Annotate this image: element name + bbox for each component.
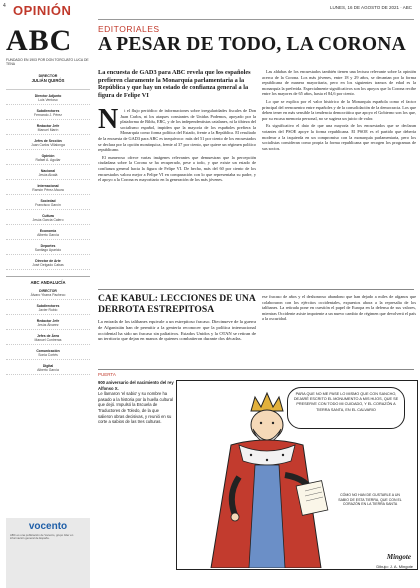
staff-name: Jesús Álvarez: [6, 323, 90, 330]
staff-role: Jefes de Área: [36, 334, 60, 338]
staff-role: Redactor Jefe: [36, 124, 60, 128]
staff-role: Comunicación: [36, 349, 60, 353]
staff-role: Subdirectores: [36, 304, 60, 308]
editorial-kicker: EDITORIALES: [98, 24, 160, 34]
editorial-body-left: [98, 104, 256, 185]
staff-role: Jefes de Sección: [34, 139, 62, 143]
founder-line: FUNDADO EN 1903 POR DON TORCUATO LUCA DE TENA: [6, 58, 89, 66]
editorial2-lead: La entrada de los talibanes equivale a un estrepitoso fracaso. Diecinueve de la guerra de Afganistán han de permitir a la gentería reconocer que la política internacional occidental ha sido un fracaso sin paliativos. Estados Unidos y la OTAN se retiran de un territorio que dejan en manos de quienes combatieron durante dos décadas.: [98, 319, 256, 342]
paragraph: Lo que se explica por el valor histórico de la Monarquía española como el factor principal del reencuentro entre españoles y de la consolidación de la democracia. Los que deben tener en más sensible la tendencia democrática que apoyo el Gobierno son los que, por su escasa memoria personal, no se sugiera un juicio de valor.: [262, 98, 416, 121]
director-label: DIRECTOR: [38, 74, 58, 78]
vocento-logo: vocento: [28, 521, 68, 532]
staff-role: Digital: [42, 364, 54, 368]
abc-logo: ABC: [6, 24, 73, 57]
staff-name: Alberto García: [6, 233, 90, 240]
king-illustration: [181, 383, 331, 568]
staff-role: Redactor Jefe: [36, 319, 60, 323]
masthead-column: [6, 20, 90, 573]
staff-list: [6, 89, 90, 270]
staff-name: Jesús Alcalá: [6, 173, 90, 180]
caption-title: 900 aniversario del nacimiento del rey Alfonso X.: [98, 380, 174, 391]
staff-role: Sociedad: [40, 199, 56, 203]
section-title: OPINIÓN: [13, 3, 72, 18]
staff-name: Francisco Garcín: [6, 203, 90, 210]
cartoon-credit: Dibujo: J. A. Mingote: [376, 564, 413, 569]
staff-name: Fernando J. Pérez: [6, 113, 90, 120]
staff-role: Director Adjunto: [34, 94, 62, 98]
director-name: JULIÁN QUIRÓS: [31, 78, 65, 83]
paragraph: Las aldabas de los encuestados también tienen una lectura relevante sobre la opinión acerca de la Corona. Los más jóvenes, entre 18 y 29 años, se decantan por la forma republicana de manera mayoritaria, pero en los siguientes tramos de edad es la monarquía la preferida. Especialmente significativos son los apoyos que la Corona recibe entre los mayores de 65 años, hasta el 84,6 por ciento.: [262, 69, 416, 97]
page-number: 4: [3, 3, 6, 9]
staff-name: Santiago Aparicio: [6, 248, 90, 255]
staff-name: Sonia Cortés: [6, 353, 90, 360]
editorial-headline: A PESAR DE TODO, LA CORONA: [98, 34, 406, 55]
staff-role: DIRECTOR: [39, 289, 57, 293]
section-divider: [98, 289, 414, 290]
cartoon-signature: Mingote: [386, 553, 411, 561]
caption-body: Le llamaron 'el sabio' y su nombre ha pasado a la historia por la huella cultural que dejó. Impulsó la Escuela de Traductores de Toledo, de la que salieron obras decisivas, y reunió en su corte a sabios de las tres culturas.: [98, 391, 173, 425]
andalucia-staff-list: [6, 289, 90, 375]
editorial2-body: ese fracaso de años y el deshonroso abandono que han dejado a miles de afganos que colaboraron con los ejércitos occidentales, expuestos ahora a la represalia de los talibanes. La retirada pone en cuestión el papel de Europa en la defensa de sus valores, mientras Occidente asiste impotente a un nuevo cambio de régimen que devolverá el país a la oscuridad.: [262, 294, 416, 322]
staff-role: Opinión: [41, 154, 55, 158]
staff-role: Deportes: [40, 244, 56, 248]
dateline: LUNES, 16 DE AGOSTO DE 2021 · ABC: [330, 5, 412, 10]
staff-role: Nacional: [40, 169, 56, 173]
cartoon-note: CÓMO NO HAN DE GUSTARLE A UN SABIO DE ESTA TIERRA, QUE CON EL CORAZÓN EN LA TIERRA SANTA: [338, 493, 402, 507]
andalucia-heading: ABC ANDALUCÍA: [6, 276, 90, 285]
vocento-box: [6, 518, 90, 588]
staff-role: Cultura: [42, 214, 54, 218]
speech-bubble: PARA QUE NO ME PASE LO MISMO QUE CON SANCHO, DEJARÉ ESCRITO EL MONUMENTO A MIS HIJOS, QUE SE PRESERVE CON TODO MI CUIDADO, Y EL CORAZÓN A TIERRA SANTA, EN EL CALVARIO: [287, 387, 405, 429]
paragraph: Es significativo el dato de que una mayoría de los encuestados que se declaran votantes del PSOE apoye la forma republicana. El PSOE es el partido que debería moderar a la izquierda en un compromiso con la monarquía parlamentaria, pero los socialistas consideran como propia la forma republicana que recogen los programas de sus socios.: [262, 123, 416, 151]
cartoon-kicker: PUERTA: [98, 372, 116, 377]
staff-role: Economía: [39, 229, 57, 233]
staff-name: Manuel Marín: [6, 128, 90, 135]
staff-role: Director de Arte: [35, 259, 61, 263]
editorial-body-right: [262, 69, 416, 153]
staff-name: Alberto García: [6, 368, 90, 375]
staff-name: Rafael A. Aguilar: [6, 158, 90, 165]
staff-role: Subdirectores: [36, 109, 60, 113]
staff-role: Internacional: [37, 184, 59, 188]
vocento-text: ABC es una publicación de Vocento, grupo líder en información general de España.: [10, 533, 74, 541]
paragraph: El numeroso ofrece varias imágenes relevantes que demuestran que la percepción ciudadana sobre la Corona se ha recuperado, pese a todo, y que existe un estado de confianza general hacia la figura de Felipe VI. De hecho, más del 60 por ciento de los encuestados valora mejor a Felipe VI en comparación con lo que representaba su padre, y el apoyo a la Corona es mayoritario en la generación de los más jóvenes.: [98, 154, 256, 183]
section-divider: [98, 369, 414, 370]
drop-cap: N: [98, 104, 119, 135]
staff-name: Ramón Pérez-Maura: [6, 188, 90, 195]
staff-name: Manuel Contreras: [6, 338, 90, 345]
cartoon-caption: [98, 380, 174, 425]
header-rule: [98, 19, 414, 20]
cartoon-panel: [176, 380, 418, 570]
staff-name: Luis Ventoso: [6, 98, 90, 105]
staff-name: Álvaro Ybarra Pacheco: [6, 293, 90, 300]
staff-name: José Delgado Cabas: [6, 263, 90, 270]
paragraph: i el flujo periódico de informaciones sobre irregularidades fiscales de Don Juan Carlos, ni los ataques constantes de Unidas Podemos, apoyado por la plataforma de Bildu, ERC, y de los independentistas catalanes, ni la tibieza del socialismo español, impiden que la mayoría de los españoles prefiera la Monarquía como forma política del Estado, frente a la República. El resultado de la encuesta de GAD3 para ABC es inequívoco: más del 51 por ciento de los encuestados se declara por la opción monárquica, frente al 37 por ciento, que quiere un régimen político republicano.: [98, 108, 256, 153]
editorial2-headline: CAE KABUL: LECCIONES DE UNA DERROTA ESTREPITOSA: [98, 293, 256, 315]
staff-name: Juan Carlos Villalonga: [6, 143, 90, 150]
staff-name: Jesús García Calero: [6, 218, 90, 225]
staff-name: Javier Rubio: [6, 308, 90, 315]
editorial-standfirst: La encuesta de GAD3 para ABC revela que los españoles prefieren claramente la Monarquía parlamentaria a la República y que hay un estado de confianza general a la figura de Felipe VI: [98, 69, 251, 99]
